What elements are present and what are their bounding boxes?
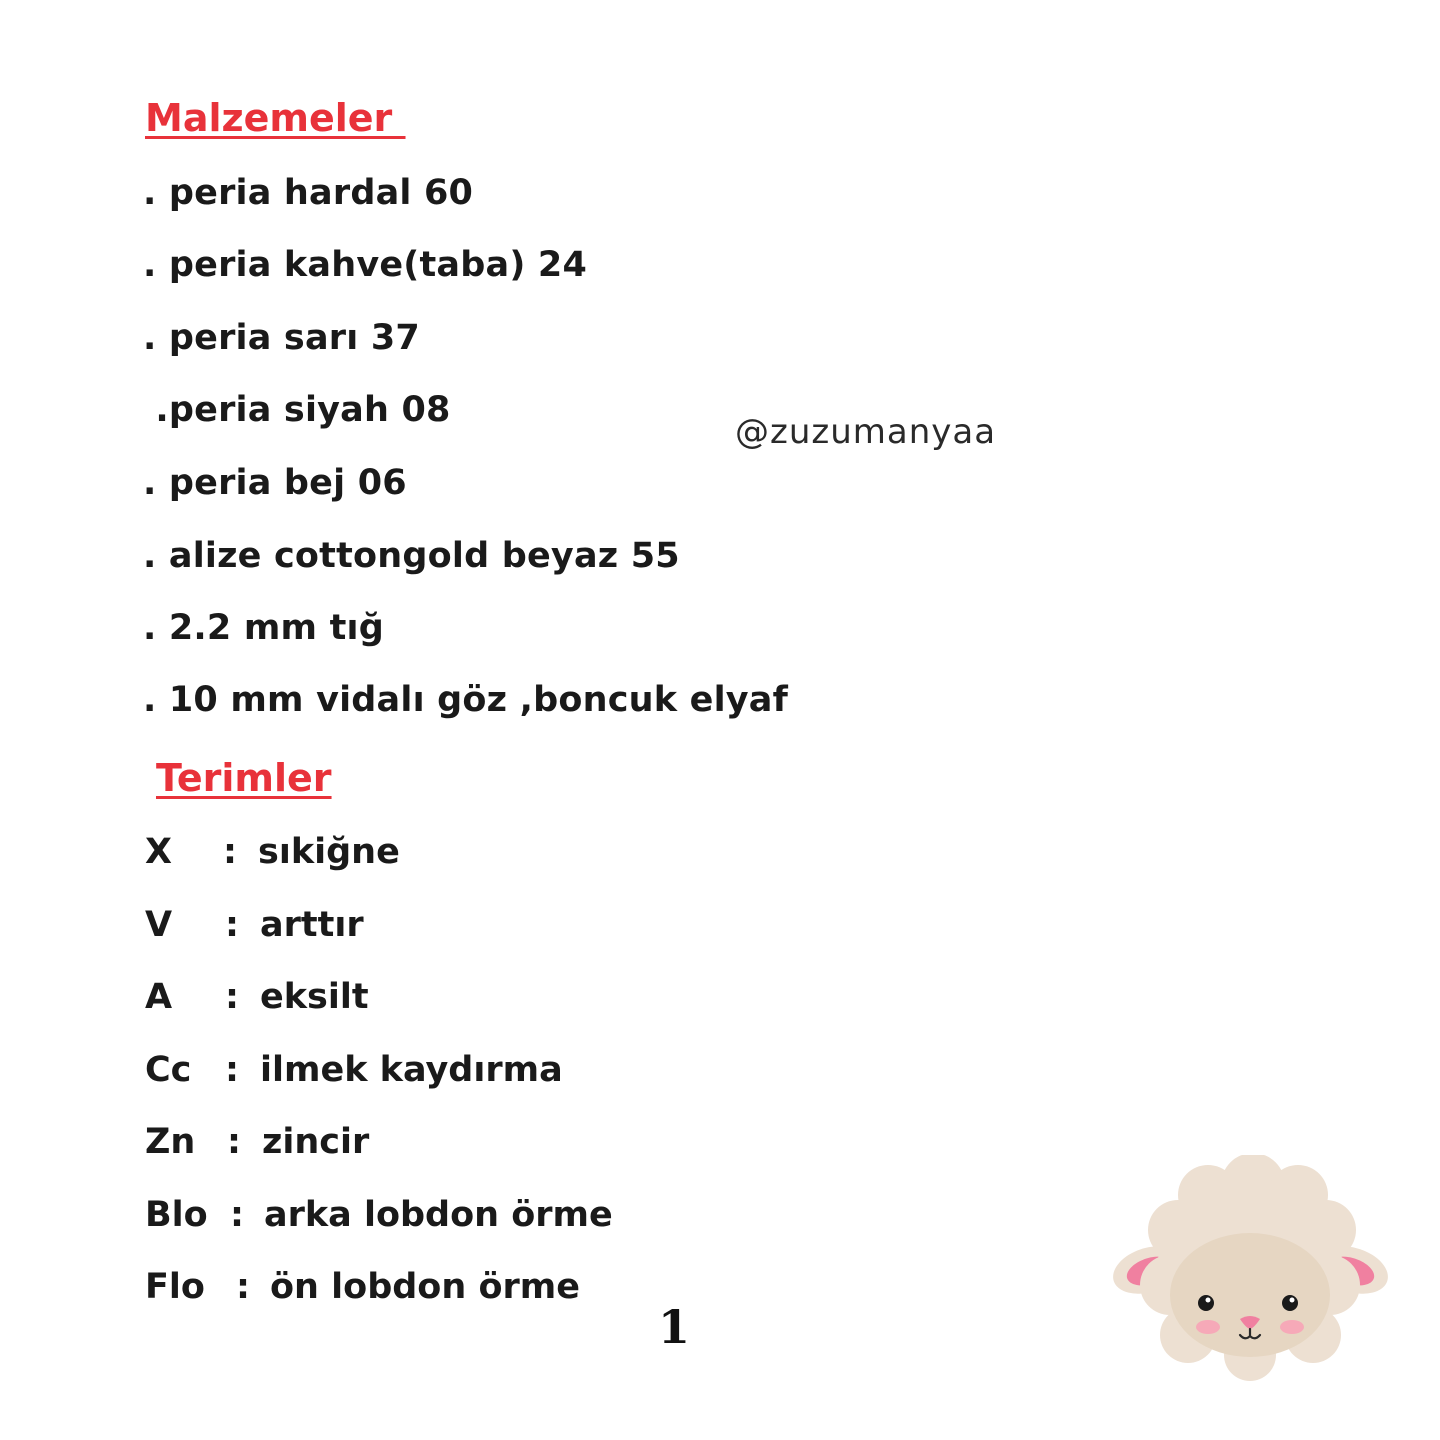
term-definition: zincir bbox=[262, 1122, 370, 1162]
term-abbr: Blo bbox=[145, 1195, 208, 1235]
term-abbr: V bbox=[145, 905, 173, 945]
page-number: 1 bbox=[658, 1300, 691, 1354]
material-item: . 10 mm vidalı göz ,boncuk elyaf bbox=[143, 680, 789, 720]
term-definition: eksilt bbox=[260, 977, 369, 1017]
materials-heading: Malzemeler bbox=[145, 96, 406, 140]
term-colon: : bbox=[227, 1122, 241, 1162]
term-abbr: X bbox=[145, 832, 172, 872]
term-definition: ilmek kaydırma bbox=[260, 1050, 563, 1090]
material-item: . alize cottongold beyaz 55 bbox=[143, 536, 680, 576]
material-item: . peria kahve(taba) 24 bbox=[143, 245, 588, 285]
material-item: . peria hardal 60 bbox=[143, 173, 474, 213]
terms-heading: Terimler bbox=[156, 756, 332, 800]
term-abbr: A bbox=[145, 977, 173, 1017]
term-definition: arka lobdon örme bbox=[264, 1195, 613, 1235]
material-item: . peria sarı 37 bbox=[143, 318, 420, 358]
term-colon: : bbox=[225, 1050, 239, 1090]
material-item: . 2.2 mm tığ bbox=[143, 608, 384, 648]
watermark-handle: @zuzumanyaa bbox=[735, 412, 997, 452]
term-definition: ön lobdon örme bbox=[270, 1267, 580, 1307]
term-colon: : bbox=[236, 1267, 250, 1307]
term-abbr: Flo bbox=[145, 1267, 205, 1307]
term-colon: : bbox=[225, 905, 239, 945]
material-item: . peria bej 06 bbox=[143, 463, 407, 503]
term-definition: sıkiğne bbox=[258, 832, 400, 872]
sheep-face-icon bbox=[1108, 1155, 1393, 1385]
term-colon: : bbox=[223, 832, 237, 872]
term-abbr: Zn bbox=[145, 1122, 196, 1162]
term-colon: : bbox=[225, 977, 239, 1017]
term-abbr: Cc bbox=[145, 1050, 192, 1090]
term-colon: : bbox=[230, 1195, 244, 1235]
term-definition: arttır bbox=[260, 905, 364, 945]
material-item: .peria siyah 08 bbox=[143, 390, 451, 430]
